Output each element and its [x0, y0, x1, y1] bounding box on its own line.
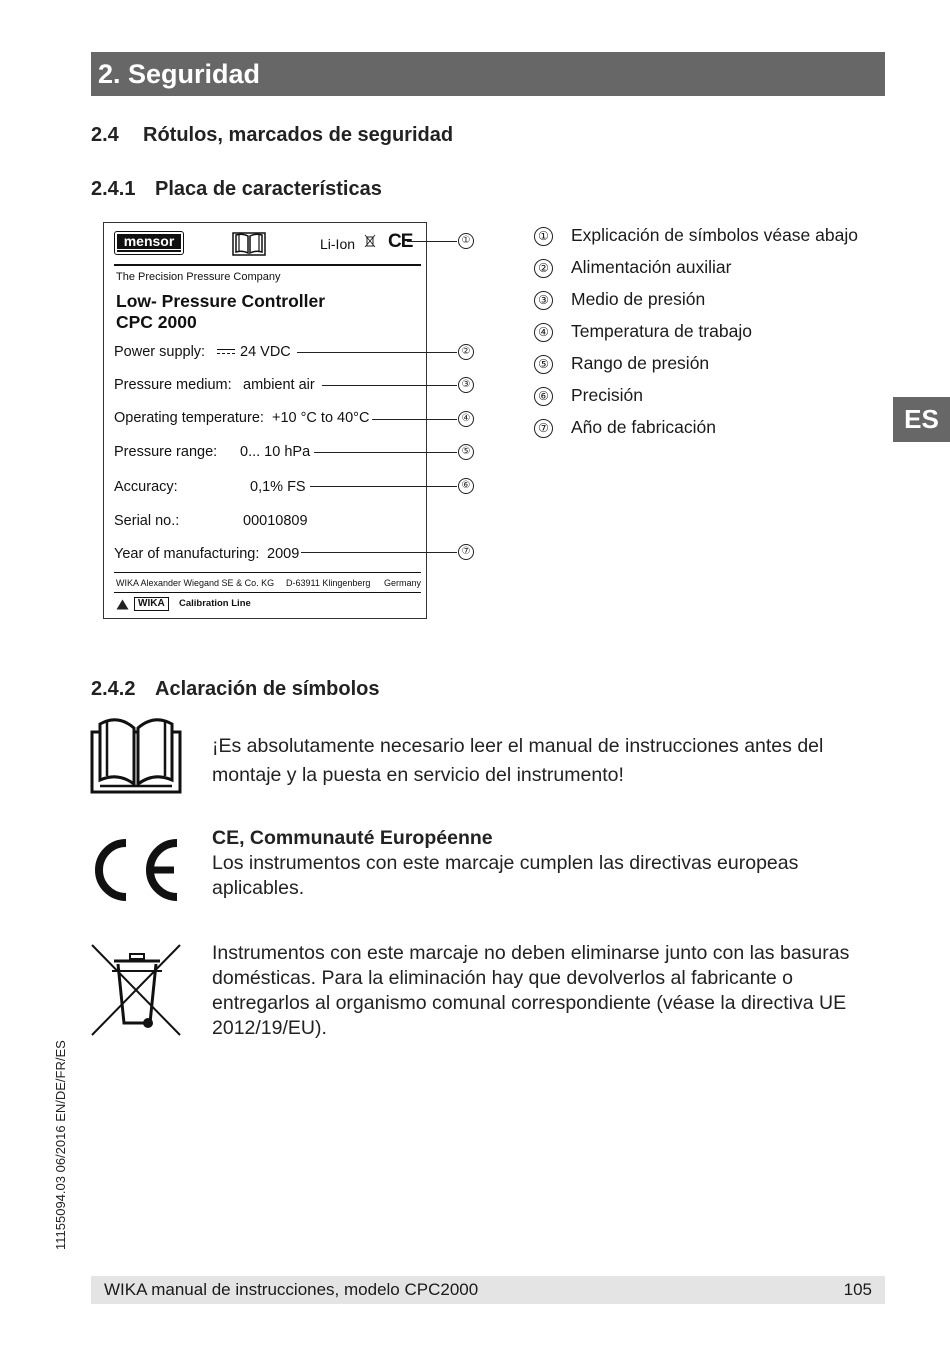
company-tagline: The Precision Pressure Company	[116, 271, 281, 283]
manufacturer-address: D-63911 Klingenberg	[286, 578, 371, 588]
section-2-4-2-heading	[91, 678, 380, 701]
temperature-label: Operating temperature:	[114, 410, 264, 426]
manufacturer: WIKA Alexander Wiegand SE & Co. KG	[116, 578, 275, 588]
section-title: Placa de características	[155, 178, 382, 200]
power-label: Power supply:	[114, 344, 206, 360]
page-footer	[91, 1276, 885, 1304]
leader-line-3	[322, 385, 457, 386]
ce-mark-icon	[90, 837, 182, 903]
leader-line-4	[372, 419, 457, 420]
callout-1: ①	[458, 233, 474, 249]
legend-text: Año de fabricación	[571, 417, 716, 437]
leader-line-1	[407, 241, 457, 242]
section-2-4-heading	[91, 124, 453, 147]
serial-value: 00010809	[243, 513, 308, 529]
product-model: CPC 2000	[116, 312, 197, 332]
ce-text: Los instrumentos con este marcaje cumplen las directivas europeas aplicables.	[212, 852, 799, 899]
legend-number: ②	[534, 259, 553, 278]
legend-text: Alimentación auxiliar	[571, 257, 732, 277]
document-code: 11155094.03 06/2016 EN/DE/FR/ES	[53, 1040, 68, 1250]
calibration-line: Calibration Line	[179, 598, 251, 609]
serial-label: Serial no.:	[114, 513, 180, 529]
manual-book-icon	[232, 231, 266, 257]
section-2-4-1-heading	[91, 178, 382, 201]
manual-symbol-text: ¡Es absolutamente necesario leer el manual de instrucciones antes del montaje y la puesta en servicio del instrumento!	[212, 735, 824, 786]
footer-text: WIKA manual de instrucciones, modelo CPC2000	[104, 1280, 479, 1299]
language-tab: ES	[893, 397, 950, 442]
legend-number: ③	[534, 291, 553, 310]
product-name: Low- Pressure Controller	[116, 291, 326, 311]
legend-text: Rango de presión	[571, 353, 710, 373]
legend-number: ⑤	[534, 355, 553, 374]
legend-number: ⑥	[534, 387, 553, 406]
nameplate	[103, 222, 427, 619]
small-ce-mark: CE	[388, 231, 413, 252]
legend-number: ⑦	[534, 419, 553, 438]
year-label: Year of manufacturing:	[114, 546, 260, 562]
callout-4: ④	[458, 411, 474, 427]
leader-line-5	[314, 452, 457, 453]
range-value: 0... 10 hPa	[240, 444, 311, 460]
ce-title: CE, Communauté Européenne	[212, 827, 493, 849]
callout-6: ⑥	[458, 478, 474, 494]
accuracy-value: 0,1% FS	[250, 479, 306, 495]
legend-text: Precisión	[571, 385, 643, 405]
plate-divider	[114, 264, 421, 266]
section-title: Aclaración de símbolos	[155, 678, 380, 700]
battery-type: Li-Ion	[320, 236, 356, 252]
plate-divider	[114, 592, 421, 593]
legend-number: ①	[534, 227, 553, 246]
medium-value: ambient air	[243, 377, 315, 393]
leader-line-6	[310, 486, 457, 487]
chapter-title-bar	[91, 52, 885, 96]
section-title: Rótulos, marcados de seguridad	[143, 124, 454, 146]
small-weee-bin-icon	[364, 234, 376, 248]
range-label: Pressure range:	[114, 444, 218, 460]
year-value: 2009	[267, 546, 300, 562]
weee-symbol-text: Instrumentos con este marcaje no deben eliminarse junto con las basuras domésticas. Para la eliminación hay que devolverlos al fabricante o entregarlos al organismo comunal correspondiente (véase la directiva UE 2012/19/EU).	[212, 942, 850, 1039]
accuracy-label: Accuracy:	[114, 479, 178, 495]
legend-text: Medio de presión	[571, 289, 706, 309]
warning-triangle-icon	[116, 599, 129, 610]
power-value: 24 VDC	[240, 344, 291, 360]
manufacturer-country: Germany	[384, 578, 422, 588]
medium-label: Pressure medium:	[114, 377, 232, 393]
leader-line-2	[297, 352, 457, 353]
legend-text: Temperatura de trabajo	[571, 321, 752, 341]
weee-crossed-bin-icon	[90, 943, 182, 1037]
callout-2: ②	[458, 344, 474, 360]
dc-symbol-icon	[217, 341, 235, 354]
page-number: 105	[843, 1280, 872, 1299]
callout-3: ③	[458, 377, 474, 393]
section-number: 2.4	[91, 124, 119, 146]
section-number: 2.4.2	[91, 678, 136, 700]
legend-number: ④	[534, 323, 553, 342]
mensor-logo-text: mensor	[117, 234, 181, 249]
leader-line-7	[301, 552, 457, 553]
legend-text: Explicación de símbolos véase abajo	[571, 225, 858, 245]
chapter-title: 2. Seguridad	[98, 59, 261, 89]
read-manual-icon	[90, 716, 182, 794]
section-number: 2.4.1	[91, 178, 136, 200]
plate-divider	[114, 572, 421, 573]
ce-symbol-block	[212, 826, 882, 901]
temperature-value: +10 °C to 40°C	[272, 410, 370, 426]
callout-7: ⑦	[458, 544, 474, 560]
wika-logo: WIKA	[134, 597, 169, 611]
callout-5: ⑤	[458, 444, 474, 460]
mensor-logo	[114, 231, 184, 255]
